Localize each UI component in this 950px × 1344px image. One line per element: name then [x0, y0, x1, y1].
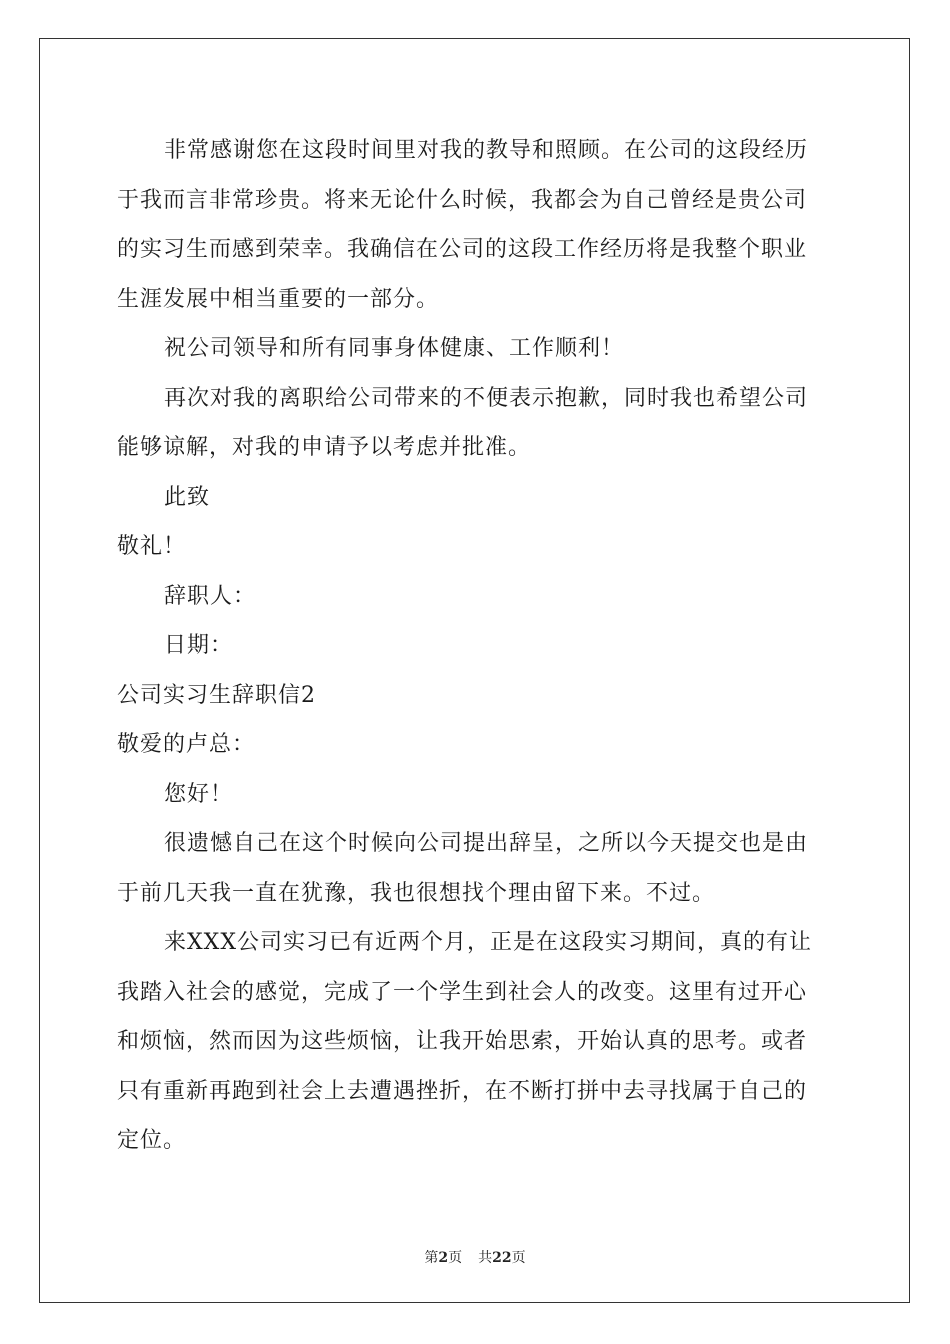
paragraph-line: 非常感谢您在这段时间里对我的教导和照顾。在公司的这段经历: [164, 138, 809, 163]
total-page-count: 22: [492, 1250, 512, 1266]
total-prefix: 共: [478, 1250, 493, 1266]
signature-label: 辞职人：: [164, 583, 257, 609]
paragraph-line: 于前几天我一直在犹豫，我也很想找个理由留下来。不过。: [117, 880, 716, 906]
letter-title: 公司实习生辞职信2: [117, 682, 316, 708]
total-suffix: 页: [511, 1250, 526, 1266]
greeting: 您好！: [164, 781, 234, 807]
salutation: 敬爱的卢总：: [117, 732, 256, 757]
closing-salute: 敬礼！: [117, 534, 187, 559]
document-body: [117, 126, 837, 1166]
date-label: 日期：: [164, 633, 234, 658]
paragraph-line: 生涯发展中相当重要的一部分。: [117, 286, 440, 312]
paragraph-line: 定位。: [117, 1128, 187, 1153]
paragraph-line: 能够谅解，对我的申请予以考虑并批准。: [117, 435, 532, 460]
page-footer: [0, 1247, 950, 1267]
paragraph-line: 来XXX公司实习已有近两个月，正是在这段实习期间，真的有让: [164, 930, 812, 955]
paragraph-line: 我踏入社会的感觉，完成了一个学生到社会人的改变。这里有过开心: [117, 979, 808, 1005]
paragraph-line: 只有重新再跑到社会上去遭遇挫折，在不断打拼中去寻找属于自己的: [117, 1078, 808, 1104]
paragraph-line: 再次对我的离职给公司带来的不便表示抱歉，同时我也希望公司: [164, 385, 809, 411]
current-page-number: 2: [438, 1250, 449, 1266]
paragraph-line: 于我而言非常珍贵。将来无论什么时候，我都会为自己曾经是贵公司: [117, 187, 808, 213]
paragraph-line: 很遗憾自己在这个时候向公司提出辞呈，之所以今天提交也是由: [164, 831, 809, 856]
paragraph-line: 和烦恼，然而因为这些烦恼，让我开始思索，开始认真的思考。或者: [117, 1029, 808, 1054]
page-suffix: 页: [448, 1250, 463, 1266]
paragraph-line: 祝公司领导和所有同事身体健康、工作顺利！: [164, 336, 625, 361]
page-prefix: 第: [424, 1250, 439, 1266]
paragraph-line: 的实习生而感到荣幸。我确信在公司的这段工作经历将是我整个职业: [117, 237, 808, 262]
closing-line: 此致: [164, 484, 211, 510]
